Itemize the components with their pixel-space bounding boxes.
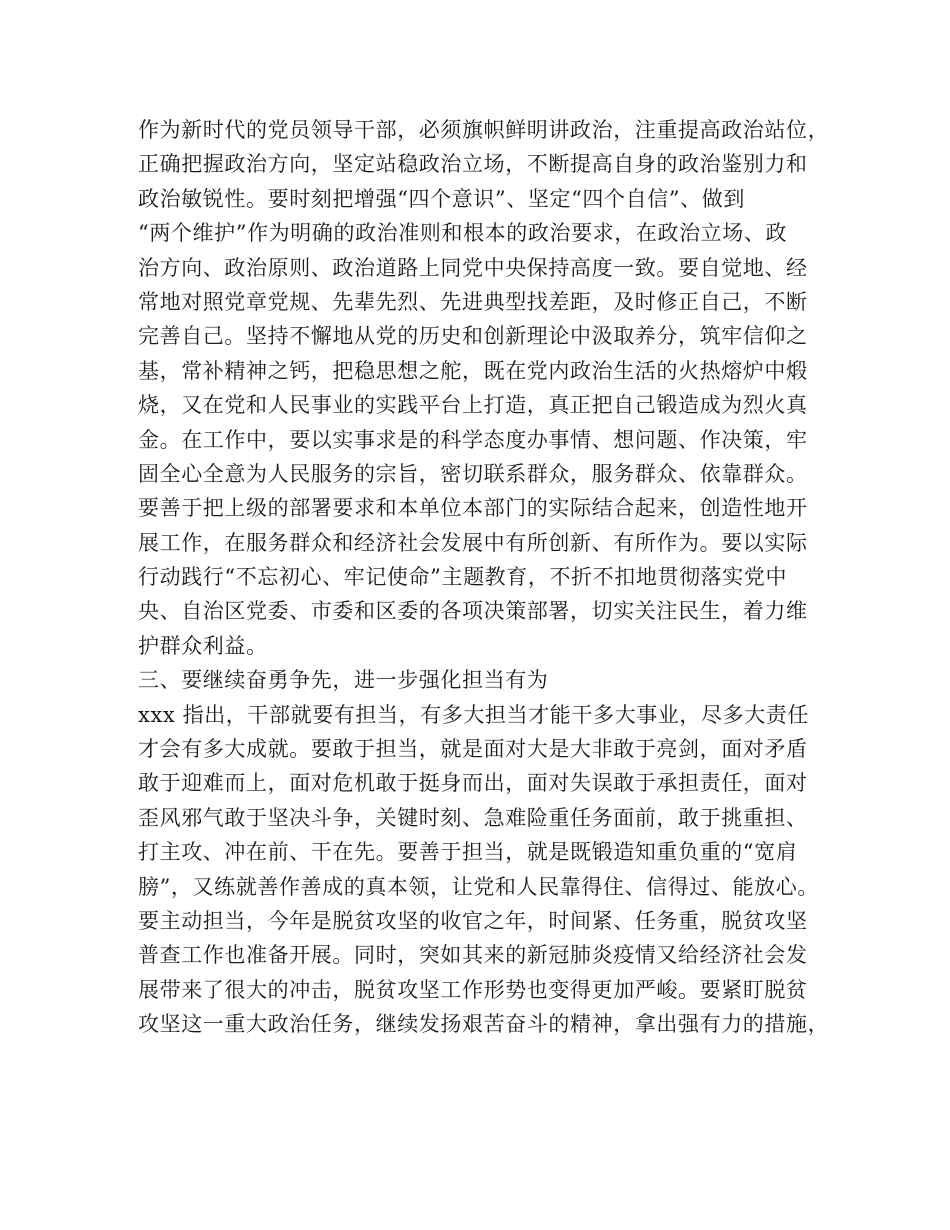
text-line: 要主动担当，今年是脱贫攻坚的收官之年，时间紧、任务重，脱贫攻坚: [138, 908, 808, 933]
text-line: 敢于迎难而上，面对危机敢于挺身而出，面对失误敢于承担责任，面对: [138, 771, 808, 796]
text-line: 常地对照党章党规、先辈先烈、先进典型找差距，及时修正自己，不断: [138, 289, 808, 314]
text-line: 政治敏锐性。要时刻把增强“四个意识”、坚定“四个自信”、做到: [138, 186, 745, 211]
text-line: 展带来了很大的冲击，脱贫攻坚工作形势也变得更加严峻。要紧盯脱贫: [138, 977, 808, 1002]
text-line: 行动践行“不忘初心、牢记使命”主题教育，不折不扣地贯彻落实党中: [138, 565, 788, 590]
text-line: 烧，又在党和人民事业的实践平台上打造，真正把自己锻造成为烈火真: [138, 393, 808, 418]
text-line: 治方向、政治原则、政治道路上同党中央保持高度一致。要自觉地、经: [138, 255, 808, 280]
section-heading: 三、要继续奋勇争先，进一步强化担当有为: [138, 668, 549, 693]
text-line: 打主攻、冲在前、干在先。要善于担当，就是既锻造知重负重的“宽肩: [138, 840, 798, 865]
text-line: 才会有多大成就。要敢于担当，就是面对大是大非敢于亮剑，面对矛盾: [138, 737, 808, 762]
text-line: 完善自己。坚持不懈地从党的历史和创新理论中汲取养分，筑牢信仰之: [138, 324, 808, 349]
text-line: 央、自治区党委、市委和区委的各项决策部署，切实关注民生，着力维: [138, 599, 808, 624]
text-line: “两个维护”作为明确的政治准则和根本的政治要求，在政治立场、政: [138, 221, 788, 246]
text-line: 护群众利益。: [138, 633, 268, 658]
text-line: 普查工作也准备开展。同时，突如其来的新冠肺炎疫情又给经济社会发: [138, 943, 808, 968]
text-line: 歪风邪气敢于坚决斗争，关键时刻、急难险重任务面前，敢于挑重担、: [138, 805, 808, 830]
text-line: 金。在工作中，要以实事求是的科学态度办事情、想问题、作决策，牢: [138, 427, 808, 452]
text-line: 作为新时代的党员领导干部，必须旗帜鲜明讲政治，注重提高政治站位，: [138, 118, 830, 142]
text-line: 要善于把上级的部署要求和本单位本部门的实际结合起来，创造性地开: [138, 496, 808, 521]
text-line: 膀”，又练就善作善成的真本领，让党和人民靠得住、信得过、能放心。: [138, 874, 819, 899]
text-line: 正确把握政治方向，坚定站稳政治立场，不断提高自身的政治鉴别力和: [138, 152, 808, 177]
text-line: xxx 指出，干部就要有担当，有多大担当才能干多大事业，尽多大责任: [138, 702, 810, 727]
text-line: 基，常补精神之钙，把稳思想之舵，既在党内政治生活的火热熔炉中煅: [138, 358, 808, 383]
text-line: 固全心全意为人民服务的宗旨，密切联系群众，服务群众、依靠群众。: [138, 461, 808, 486]
text-line: 攻坚这一重大政治任务，继续发扬艰苦奋斗的精神，拿出强有力的措施，: [138, 1012, 830, 1037]
document-body: [138, 113, 838, 1042]
text-line: 展工作，在服务群众和经济社会发展中有所创新、有所作为。要以实际: [138, 530, 808, 555]
